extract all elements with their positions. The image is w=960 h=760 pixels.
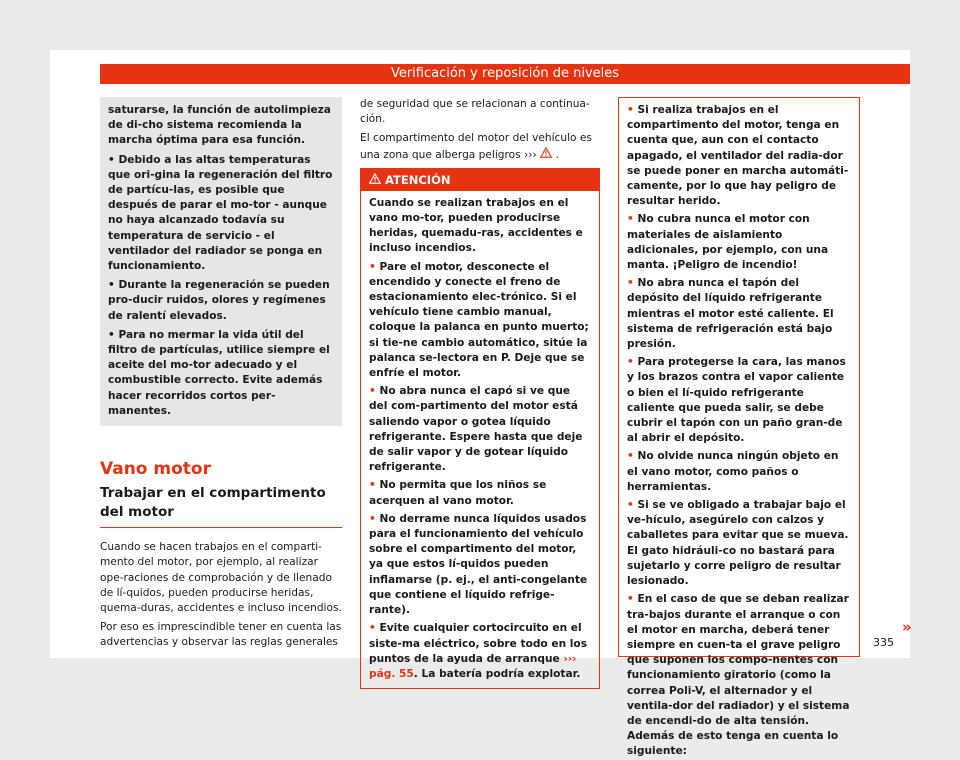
list-item: • Para protegerse la cara, las manos y los brazos contra el vapor caliente o bien el lí-quido refrigerante caliente que pueda salir, se debe cubrir el tapón con un paño gran-de al abrir el depósito. <box>627 356 846 445</box>
page-reference-link[interactable]: ››› pág. 55 <box>369 652 577 680</box>
paragraph: de seguridad que se relacionan a continua-ción. <box>360 98 590 126</box>
list-item: • No abra nunca el tapón del depósito del líquido refrigerante mientras el motor esté caliente. El sistema de refrigeración está bajo presión. <box>627 277 834 351</box>
bullet-icon: • <box>627 104 634 116</box>
warning-intro: Cuando se realizan trabajos en el vano mo-tor, pueden producirse heridas, quemadu-ras, accidentes e incluso incendios. <box>369 196 583 255</box>
subsection-title: Trabajar en el compartimento del motor <box>100 484 342 528</box>
list-item: • Si se ve obligado a trabajar bajo el ve-hículo, asegúrelo con calzos y caballetes para evitar que se mueva. El gato hidráuli-co no bastará para sujetarlo y corre peligro de resultar lesionado. <box>627 499 849 588</box>
list-item: • No abra nunca el capó si ve que del com-partimento del motor está saliendo vapor o gotea líquido refrigerante. Espere hasta que deje de salir vapor y de gotear líquido refrigerante. <box>369 385 583 474</box>
warning-body <box>361 191 599 688</box>
bullet-icon: • <box>369 512 376 525</box>
list-item: • No derrame nunca líquidos usados para el funcionamiento del vehículo sobre el compartimento del motor, ya que estos lí-quidos pueden inflamarse (p. ej., el anti-congelante que contiene el líquido refrige-rante). <box>369 512 588 617</box>
paragraph: Por eso es imprescindible tener en cuenta las advertencias y observar las reglas generales <box>100 621 342 649</box>
body-text <box>100 540 342 650</box>
column-left <box>100 97 342 651</box>
warning-continuation-box <box>618 97 860 758</box>
bullet-icon: • <box>627 593 634 606</box>
continue-icon: » <box>902 618 912 636</box>
list-item: • Debido a las altas temperaturas que ori-gina la regeneración del filtro de partícu-las, es posible que después de parar el mo-tor - aunque no haya alcanzado todavía su temperatura de servicio - el ventilador del radiador se ponga en funcionamiento. <box>108 153 333 273</box>
list-item: • No cubra nunca el motor con materiales de aislamiento adicionales, por ejemplo, con una manta. ¡Peligro de incendio! <box>627 213 829 272</box>
bullet-icon: • <box>108 328 115 341</box>
bullet-icon: • <box>627 356 634 369</box>
list-item: • No permita que los niños se acerquen al vano motor. <box>369 479 547 507</box>
bullet-icon: • <box>108 153 115 166</box>
warning-box <box>360 168 600 689</box>
page-number: 335 <box>873 636 894 649</box>
bullet-icon: • <box>627 213 634 226</box>
bullet-icon: • <box>369 622 376 635</box>
bullet-icon: • <box>369 479 376 492</box>
bullet-icon: • <box>627 499 634 512</box>
list-item: • Durante la regeneración se pueden pro-ducir ruidos, olores y regímenes de ralentí elevados. <box>108 279 330 322</box>
list-item: • En el caso de que se deban realizar tra-bajos durante el arranque o con el motor en marcha, deberá tener siempre en cuen-ta el grave peligro que suponen los compo-nentes con funcionamiento giratorio (como la correa Poli-V, el alternador y el ventila-dor del radiador) y el sistema de encendi-do de alta tensión. Además de esto tenga en cuenta lo siguiente: <box>627 593 850 758</box>
warning-heading: ATENCIÓN <box>385 172 451 187</box>
bullet-icon: • <box>627 277 634 290</box>
section-title: Vano motor <box>100 459 211 480</box>
column-right <box>618 97 860 758</box>
bullet-icon: • <box>108 279 115 292</box>
list-item: • Para no mermar la vida útil del filtro de partículas, utilice siempre el aceite del mo-tor adecuado y el combustible correcto. Evite además hacer recorridos cortos per-manentes. <box>108 328 330 417</box>
list-item: • No olvide nunca ningún objeto en el vano motor, como paños o herramientas. <box>627 450 839 493</box>
particle-filter-box <box>100 97 342 426</box>
warning-triangle-icon <box>540 148 556 161</box>
list-item: • Pare el motor, desconecte el encendido y conecte el freno de estacionamiento elec-trónico. Si el vehículo tiene cambio manual, coloque la palanca en punto muerto; si tie-ne cambio automático, sitúe la palanca se-lectora en P. Deje que se enfríe el motor. <box>369 260 589 380</box>
paragraph: Cuando se hacen trabajos en el comparti-mento del motor, por ejemplo, al realizar ope-raciones de comprobación y de llenado de lí-quidos, pueden producirse heridas, quema-duras, accidentes e incluso incendios. <box>100 541 342 615</box>
bullet-icon: • <box>369 385 376 398</box>
bullet-icon: • <box>369 260 376 273</box>
paragraph: El compartimento del motor del vehículo es una zona que alberga peligros ››› . <box>360 132 592 161</box>
warning-header <box>361 169 599 191</box>
bullet-icon: • <box>627 450 634 463</box>
cross-reference-arrow: ››› <box>524 148 537 161</box>
list-item: • Si realiza trabajos en el compartimento del motor, tenga en cuenta que, aun con el contacto apagado, el ventilador del radia-dor se puede poner en marcha automáti-camente, por lo que hay peligro de resultar herido. <box>627 104 849 208</box>
manual-page <box>50 50 912 758</box>
column-middle <box>360 97 600 689</box>
box-intro: saturarse, la función de autolimpieza de di-cho sistema recomienda la marcha óptima para esa función. <box>108 104 331 147</box>
list-item: • Evite cualquier cortocircuito en el siste-ma eléctrico, sobre todo en los puntos de la ayuda de arranque ››› pág. 55. La batería podría explotar. <box>369 622 588 680</box>
page-header: Verificación y reposición de niveles <box>100 64 910 84</box>
warning-triangle-icon <box>369 173 385 187</box>
